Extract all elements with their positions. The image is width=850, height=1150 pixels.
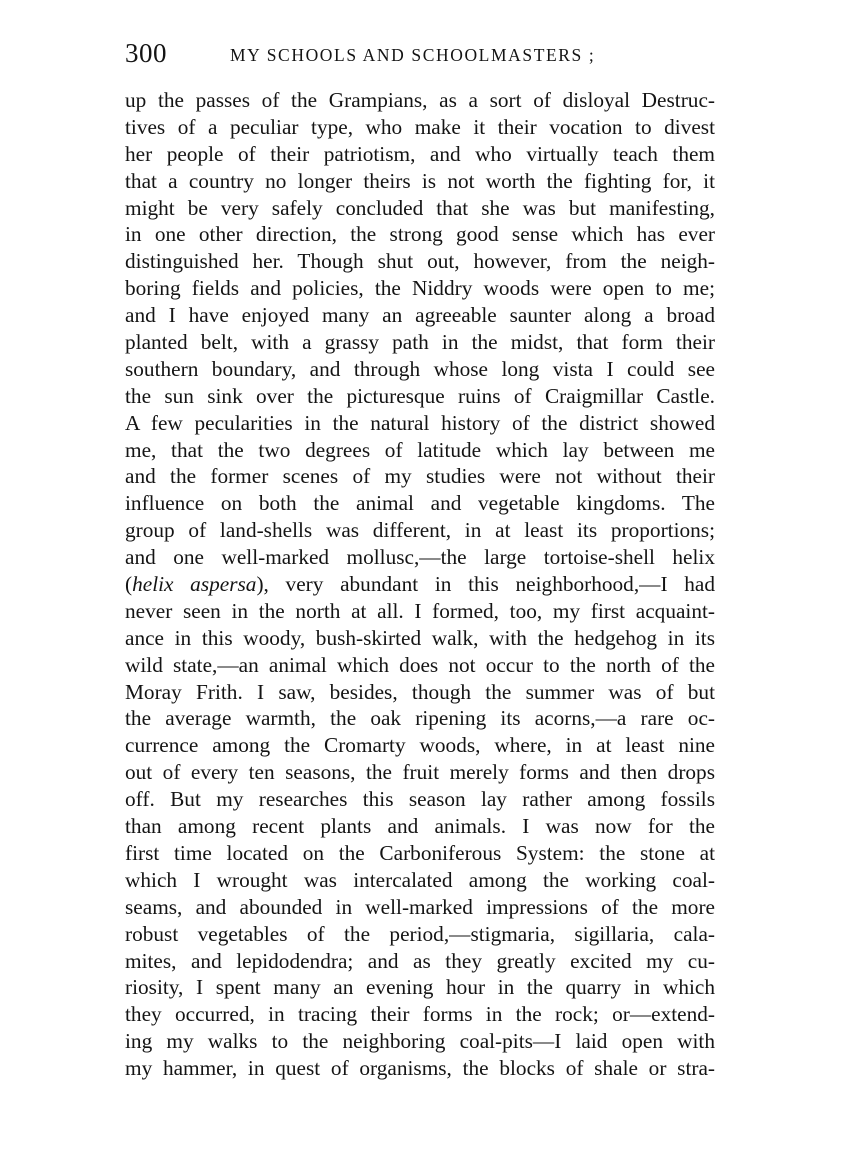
text-line: ing my walks to the neighboring coal-pits—I laid open with <box>125 1029 715 1054</box>
text-line: off. But my researches this season lay rather among fossils <box>125 787 715 812</box>
text-line: which I wrought was intercalated among the working coal- <box>125 867 715 892</box>
text-line: wild state,—an animal which does not occur to the north of the <box>125 652 715 677</box>
text-line: planted belt, with a grassy path in the midst, that form their <box>125 330 715 355</box>
text-line: and the former scenes of my studies were not without their <box>125 464 715 489</box>
text-line: influence on both the animal and vegetable kingdoms. The <box>125 491 715 516</box>
text-line: out of every ten seasons, the fruit merely forms and then drops <box>125 760 715 785</box>
text-line: A few pecularities in the natural history of the district showed <box>125 410 715 435</box>
text-line: the sun sink over the picturesque ruins of Craigmillar Castle. <box>125 383 715 408</box>
text-line: group of land-shells was different, in at least its proportions; <box>125 518 715 543</box>
text-line: boring fields and policies, the Niddry woods were open to me; <box>125 276 715 301</box>
text-line: me, that the two degrees of latitude which lay between me <box>125 437 715 462</box>
text-line: up the passes of the Grampians, as a sort of disloyal Destruc- <box>125 88 715 112</box>
text-line: might be very safely concluded that she was but manifesting, <box>125 195 715 220</box>
text-line: my hammer, in quest of organisms, the blocks of shale or stra- <box>125 1056 715 1081</box>
text-line: they occurred, in tracing their forms in the rock; or—extend- <box>125 1002 715 1027</box>
text-line: and I have enjoyed many an agreeable saunter along a broad <box>125 303 715 328</box>
text-line: seams, and abounded in well-marked impressions of the more <box>125 894 715 919</box>
text-line: riosity, I spent many an evening hour in the quarry in which <box>125 975 715 1000</box>
text-line: (helix aspersa), very abundant in this neighborhood,—I had <box>125 572 715 597</box>
running-head <box>125 38 725 68</box>
text-line: in one other direction, the strong good sense which has ever <box>125 222 715 247</box>
text-line: mites, and lepidodendra; and as they greatly excited my cu- <box>125 948 715 973</box>
text-line: the average warmth, the oak ripening its acorns,—a rare oc- <box>125 706 715 731</box>
text-line: southern boundary, and through whose long vista I could see <box>125 356 715 381</box>
text-line: robust vegetables of the period,—stigmaria, sigillaria, cala- <box>125 921 715 946</box>
text-line: than among recent plants and animals. I was now for the <box>125 814 715 839</box>
text-line: ance in this woody, bush-skirted walk, with the hedgehog in its <box>125 625 715 650</box>
text-line: distinguished her. Though shut out, however, from the neigh- <box>125 249 715 274</box>
text-line: that a country no longer theirs is not worth the fighting for, it <box>125 168 715 193</box>
running-title: MY SCHOOLS AND SCHOOLMASTERS ; <box>230 45 596 65</box>
body-text <box>125 87 715 1082</box>
text-line: first time located on the Carboniferous System: the stone at <box>125 840 715 865</box>
text-line: currence among the Cromarty woods, where, in at least nine <box>125 733 715 758</box>
text-line: never seen in the north at all. I formed, too, my first acquaint- <box>125 598 715 623</box>
text-line: tives of a peculiar type, who make it their vocation to divest <box>125 114 715 139</box>
text-line: and one well-marked mollusc,—the large tortoise-shell helix <box>125 545 715 570</box>
page-number: 300 <box>125 38 167 68</box>
text-line: her people of their patriotism, and who virtually teach them <box>125 141 715 166</box>
text-line: Moray Frith. I saw, besides, though the summer was of but <box>125 679 715 704</box>
italic-species-name: helix aspersa <box>132 572 257 597</box>
